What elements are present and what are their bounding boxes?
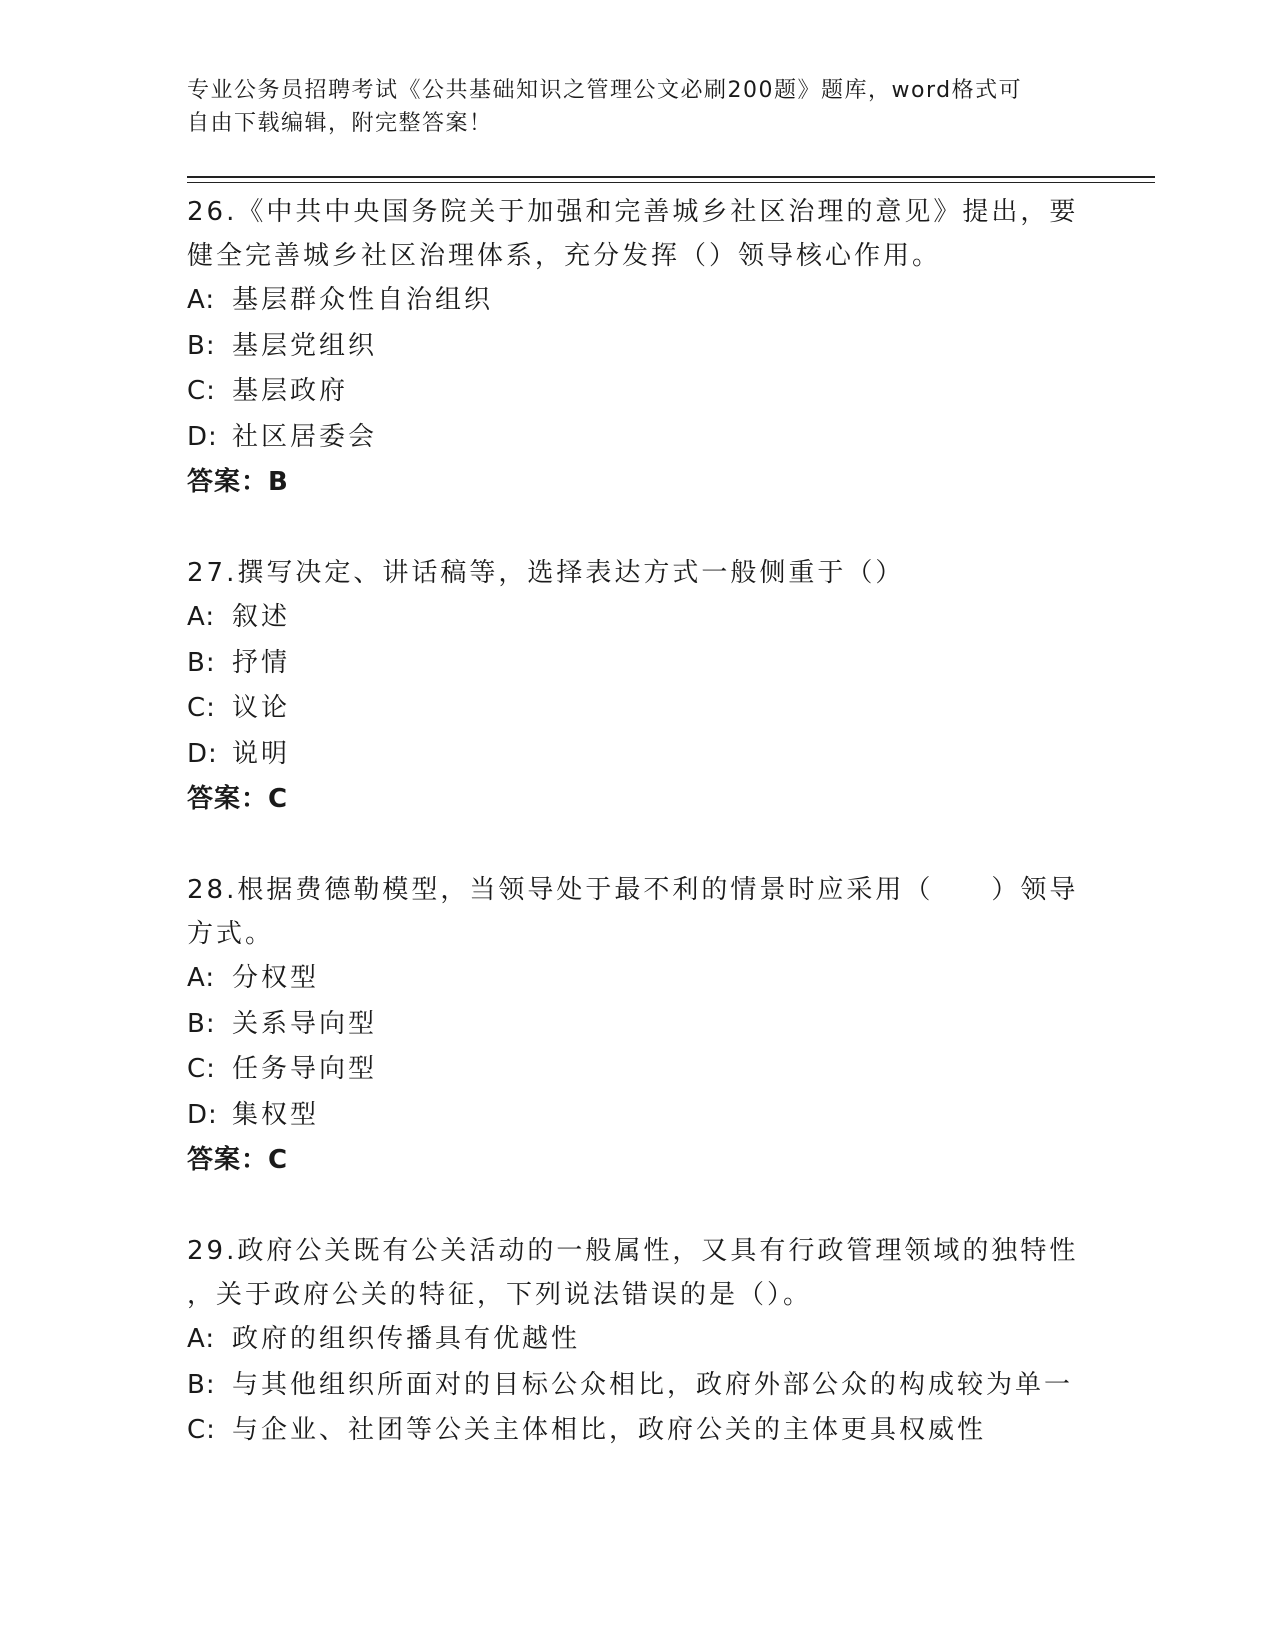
option-letter: B: bbox=[187, 1008, 216, 1039]
option-d bbox=[187, 415, 1127, 461]
option-b bbox=[187, 1363, 1127, 1409]
option-a bbox=[187, 278, 1127, 324]
option-letter: B: bbox=[187, 1369, 216, 1400]
option-text: 基层政府 bbox=[232, 376, 349, 406]
option-text: 关系导向型 bbox=[232, 1008, 378, 1039]
option-letter: D: bbox=[187, 421, 218, 452]
question-stem bbox=[187, 868, 1127, 956]
option-letter: A: bbox=[187, 963, 216, 993]
answer-line: 答案：C bbox=[187, 784, 289, 814]
option-a bbox=[187, 595, 1127, 641]
question-stem-line: 26.《中共中央国务院关于加强和完善城乡社区治理的意见》提出，要 bbox=[187, 197, 1079, 227]
option-text: 基层党组织 bbox=[232, 330, 378, 361]
question-stem-line: ，关于政府公关的特征，下列说法错误的是（）。 bbox=[187, 1280, 813, 1310]
question-stem-line: 28.根据费德勒模型，当领导处于最不利的情景时应采用（ ）领导 bbox=[187, 875, 1079, 905]
option-letter: A: bbox=[187, 1324, 216, 1354]
option-text: 议论 bbox=[232, 693, 291, 723]
option-text: 抒情 bbox=[232, 647, 291, 678]
option-text: 分权型 bbox=[232, 963, 320, 993]
option-text: 社区居委会 bbox=[232, 421, 378, 452]
option-text: 与其他组织所面对的目标公众相比，政府外部公众的构成较为单一 bbox=[232, 1369, 1074, 1400]
question-27 bbox=[187, 551, 1127, 822]
question-26 bbox=[187, 190, 1127, 505]
option-letter: B: bbox=[187, 330, 216, 361]
option-b bbox=[187, 641, 1127, 687]
answer-line: 答案：B bbox=[187, 467, 289, 497]
option-a bbox=[187, 1317, 1127, 1363]
option-c bbox=[187, 1047, 1127, 1093]
option-d bbox=[187, 1093, 1127, 1139]
header-line-1: 专业公务员招聘考试《公共基础知识之管理公文必刷200题》题库，word格式可 bbox=[187, 78, 1023, 103]
option-c bbox=[187, 686, 1127, 732]
option-text: 集权型 bbox=[232, 1099, 320, 1130]
question-28 bbox=[187, 868, 1127, 1183]
option-c bbox=[187, 1408, 1127, 1454]
option-c bbox=[187, 369, 1127, 415]
option-letter: D: bbox=[187, 1099, 218, 1130]
question-stem-line: 29.政府公关既有公关活动的一般属性，又具有行政管理领域的独特性 bbox=[187, 1236, 1079, 1266]
header-line-2: 自由下载编辑，附完整答案！ bbox=[187, 111, 493, 136]
option-text: 叙述 bbox=[232, 602, 291, 632]
option-letter: A: bbox=[187, 602, 216, 632]
option-letter: C: bbox=[187, 1415, 216, 1445]
answer-line: 答案：C bbox=[187, 1145, 289, 1175]
question-stem-line: 健全完善城乡社区治理体系，充分发挥（）领导核心作用。 bbox=[187, 241, 942, 271]
option-text: 与企业、社团等公关主体相比，政府公关的主体更具权威性 bbox=[232, 1415, 987, 1445]
question-stem-line: 方式。 bbox=[187, 919, 275, 949]
option-d bbox=[187, 732, 1127, 778]
option-text: 基层群众性自治组织 bbox=[232, 285, 494, 315]
question-stem bbox=[187, 190, 1127, 278]
option-letter: C: bbox=[187, 693, 216, 723]
document-header bbox=[187, 74, 1087, 140]
question-list bbox=[187, 190, 1127, 1500]
option-a bbox=[187, 956, 1127, 1002]
option-text: 政府的组织传播具有优越性 bbox=[232, 1324, 581, 1354]
question-stem-line: 27.撰写决定、讲话稿等，选择表达方式一般侧重于（） bbox=[187, 558, 905, 588]
option-b bbox=[187, 1002, 1127, 1048]
header-divider-thin bbox=[187, 182, 1155, 183]
option-b bbox=[187, 324, 1127, 370]
option-text: 任务导向型 bbox=[232, 1054, 378, 1084]
option-letter: C: bbox=[187, 376, 216, 406]
option-text: 说明 bbox=[232, 738, 291, 769]
option-letter: B: bbox=[187, 647, 216, 678]
option-letter: C: bbox=[187, 1054, 216, 1084]
question-29 bbox=[187, 1229, 1127, 1454]
option-letter: D: bbox=[187, 738, 218, 769]
question-stem bbox=[187, 551, 1127, 595]
question-stem bbox=[187, 1229, 1127, 1317]
option-letter: A: bbox=[187, 285, 216, 315]
header-divider-thick bbox=[187, 176, 1155, 178]
